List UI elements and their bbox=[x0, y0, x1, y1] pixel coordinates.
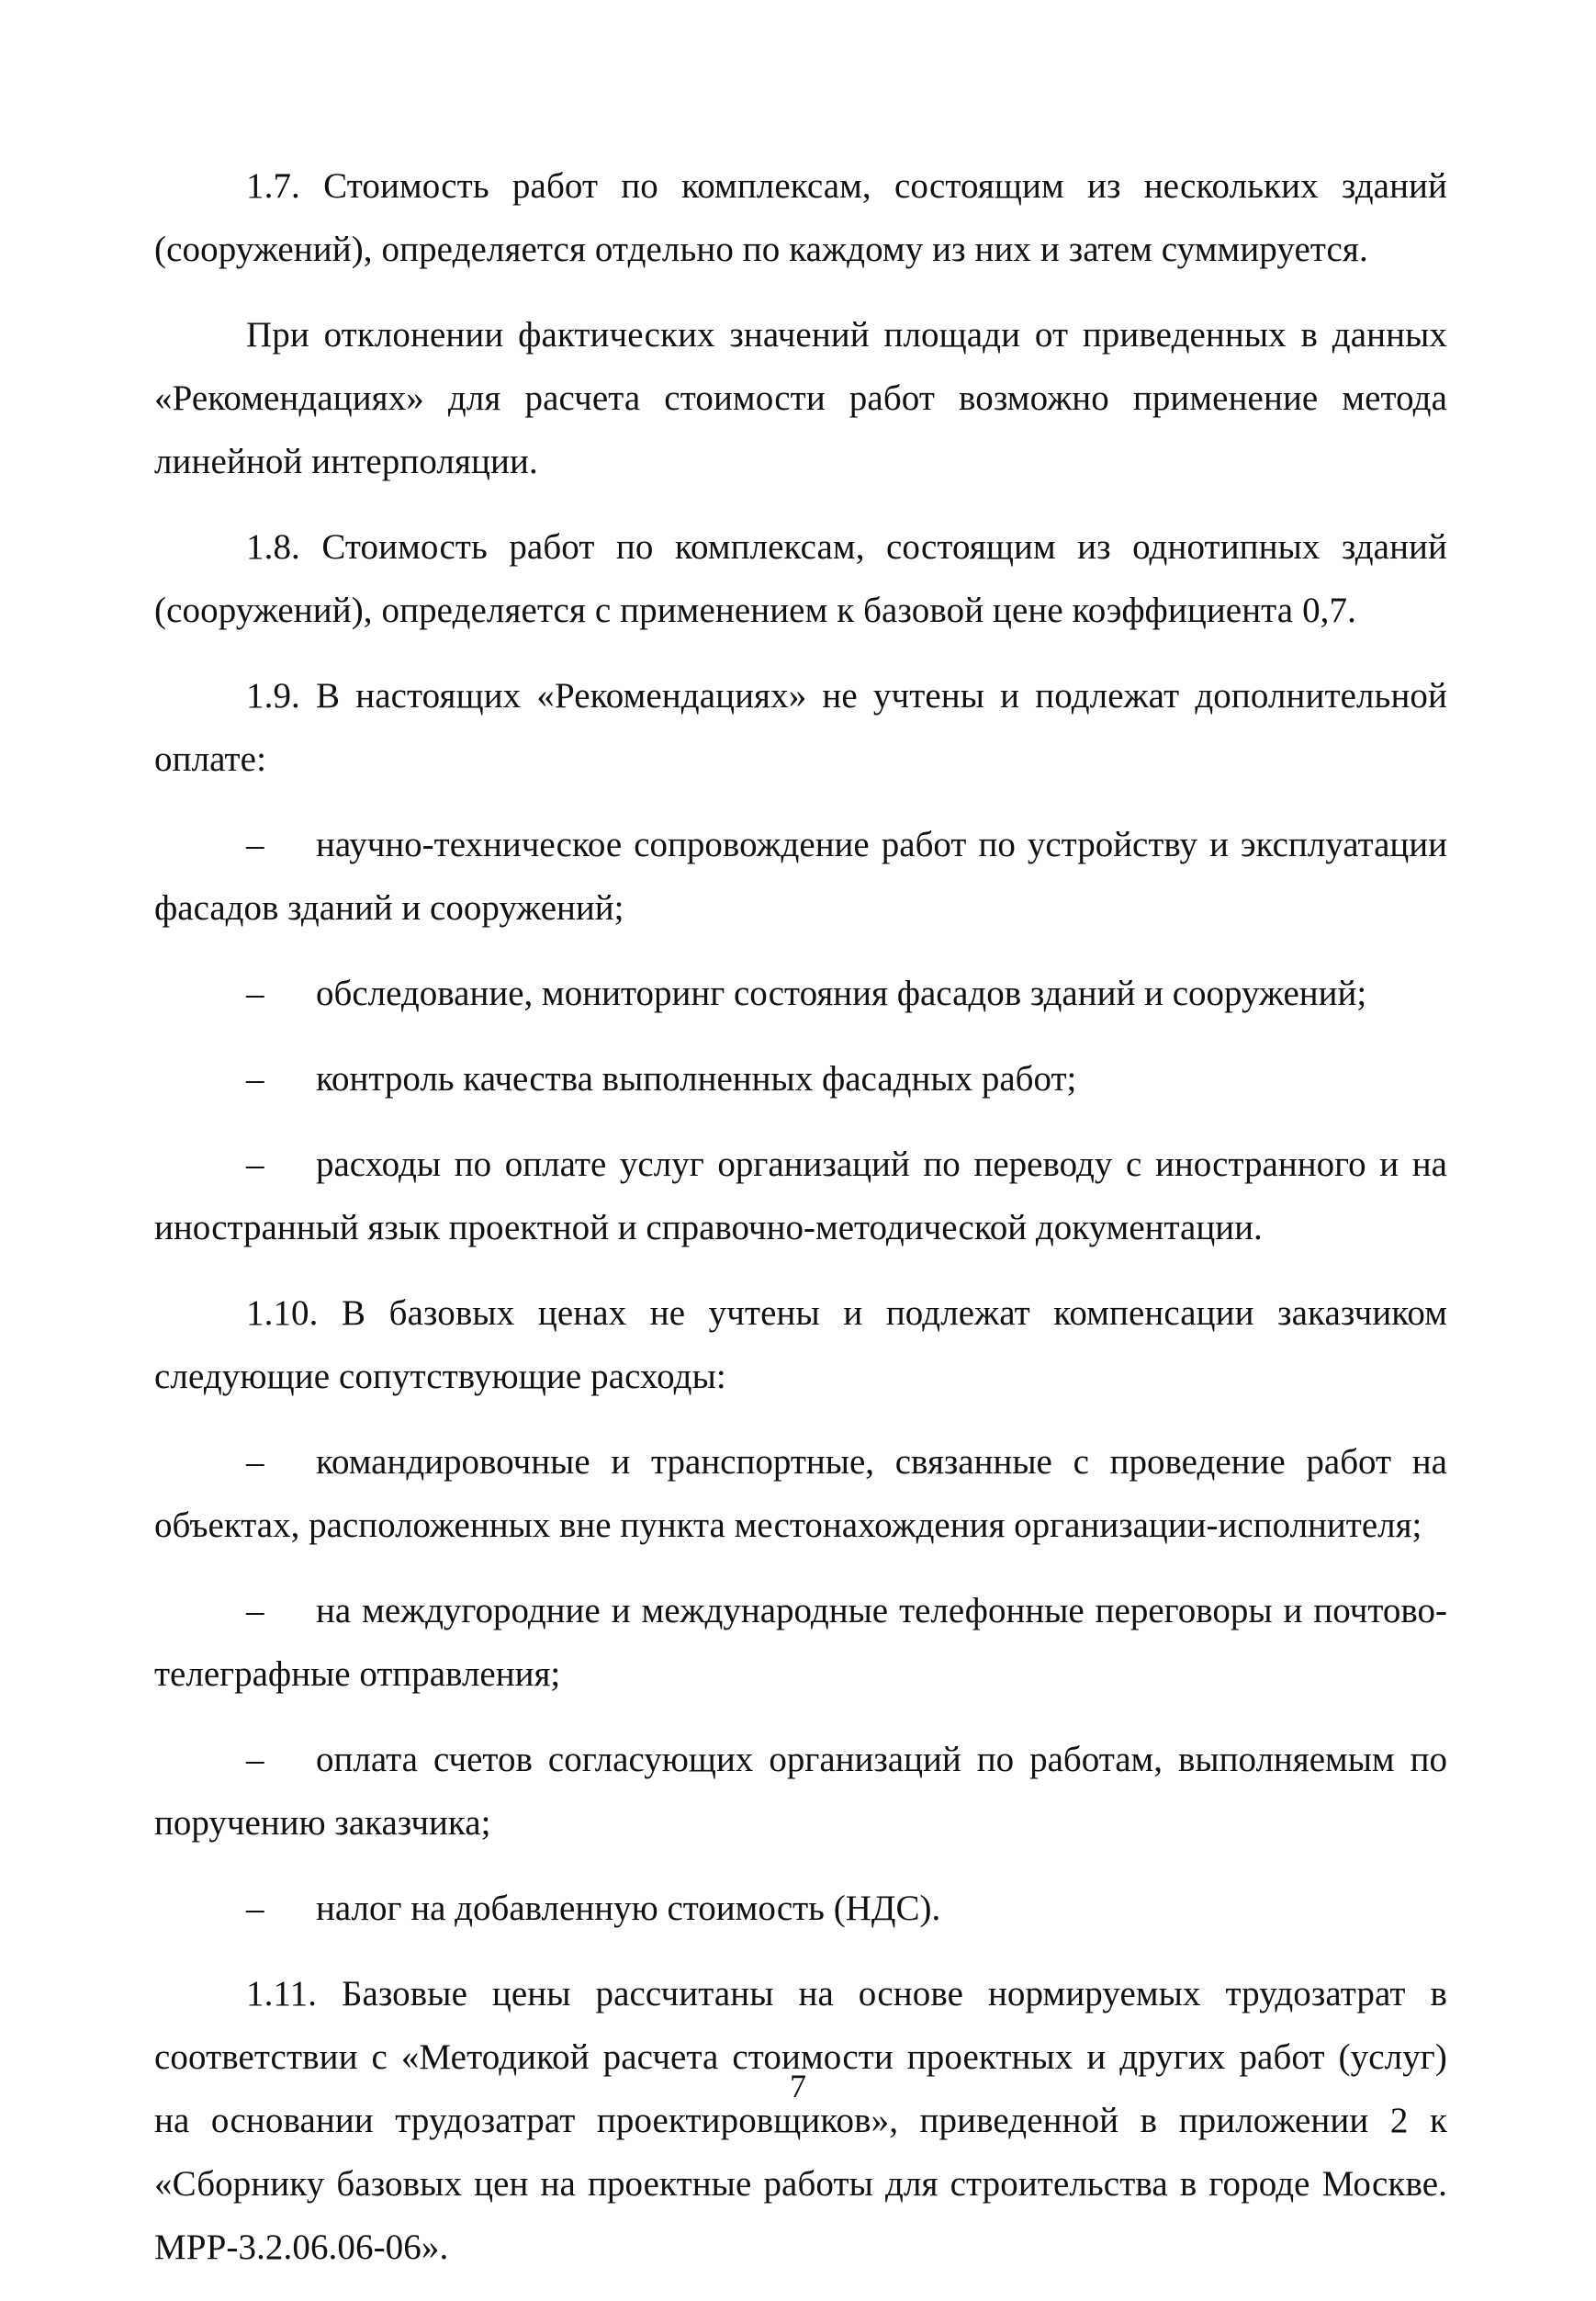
list-item-text: командировочные и транспортные, связанные с проведение работ на объектах, расположенных вне пункта местонахождения организации-исполнителя; bbox=[154, 1442, 1447, 1545]
list-item bbox=[154, 813, 1447, 940]
paragraph-1-9: 1.9. В настоящих «Рекомендациях» не учтены и подлежат дополнительной оплате: bbox=[154, 676, 1447, 779]
list-item-text: контроль качества выполненных фасадных работ; bbox=[316, 1059, 1077, 1099]
list-item-text: на междугородние и международные телефонные переговоры и почтово-телеграфные отправления; bbox=[154, 1591, 1447, 1694]
dash-marker: – bbox=[246, 1889, 264, 1928]
list-item bbox=[154, 1728, 1447, 1855]
list-item bbox=[154, 1877, 1447, 1940]
dash-marker: – bbox=[246, 1591, 264, 1630]
list-item bbox=[154, 962, 1447, 1025]
dash-marker: – bbox=[246, 974, 264, 1013]
dash-marker: – bbox=[246, 1059, 264, 1099]
dash-marker: – bbox=[246, 825, 264, 864]
list-item-text: оплата счетов согласующих организаций по работам, выполняемым по поручению заказчика; bbox=[154, 1740, 1447, 1843]
list-item-text: налог на добавленную стоимость (НДС). bbox=[316, 1889, 941, 1928]
paragraph-1-10: 1.10. В базовых ценах не учтены и подлежат компенсации заказчиком следующие сопутствующие расходы: bbox=[154, 1293, 1447, 1396]
list-1-9 bbox=[154, 813, 1447, 1259]
paragraph-1-11: 1.11. Базовые цены рассчитаны на основе нормируемых трудозатрат в соответствии с «Методикой расчета стоимости проектных и других работ (услуг) на основании трудозатрат проектировщиков», приведенной в приложении 2 к «Сборнику базовых цен на проектные работы для строительства в городе Москве. МРР-3.2.06.06-06». bbox=[154, 1974, 1447, 2267]
paragraph-1-8: 1.8. Стоимость работ по комплексам, состоящим из однотипных зданий (сооружений), определяется с применением к базовой цене коэффициента 0,7. bbox=[154, 527, 1447, 630]
dash-marker: – bbox=[246, 1145, 264, 1184]
list-item-text: расходы по оплате услуг организаций по переводу с иностранного и на иностранный язык проектной и справочно-методической документации. bbox=[154, 1145, 1447, 1247]
list-item bbox=[154, 1430, 1447, 1557]
list-item-text: научно-техническое сопровождение работ по устройству и эксплуатации фасадов зданий и сооружений; bbox=[154, 825, 1447, 928]
document-page bbox=[154, 154, 1447, 2301]
dash-marker: – bbox=[246, 1442, 264, 1482]
list-item-text: обследование, мониторинг состояния фасадов зданий и сооружений; bbox=[316, 974, 1367, 1013]
list-1-10 bbox=[154, 1430, 1447, 1940]
list-item bbox=[154, 1047, 1447, 1111]
paragraph-interpolation: При отклонении фактических значений площади от приведенных в данных «Рекомендациях» для расчета стоимости работ возможно применение метода линейной интерполяции. bbox=[154, 315, 1447, 481]
list-item bbox=[154, 1579, 1447, 1706]
page-number: 7 bbox=[790, 2068, 806, 2104]
paragraph-1-7: 1.7. Стоимость работ по комплексам, состоящим из нескольких зданий (сооружений), определяется отдельно по каждому из них и затем суммируется. bbox=[154, 166, 1447, 269]
list-item bbox=[154, 1133, 1447, 1259]
dash-marker: – bbox=[246, 1740, 264, 1779]
